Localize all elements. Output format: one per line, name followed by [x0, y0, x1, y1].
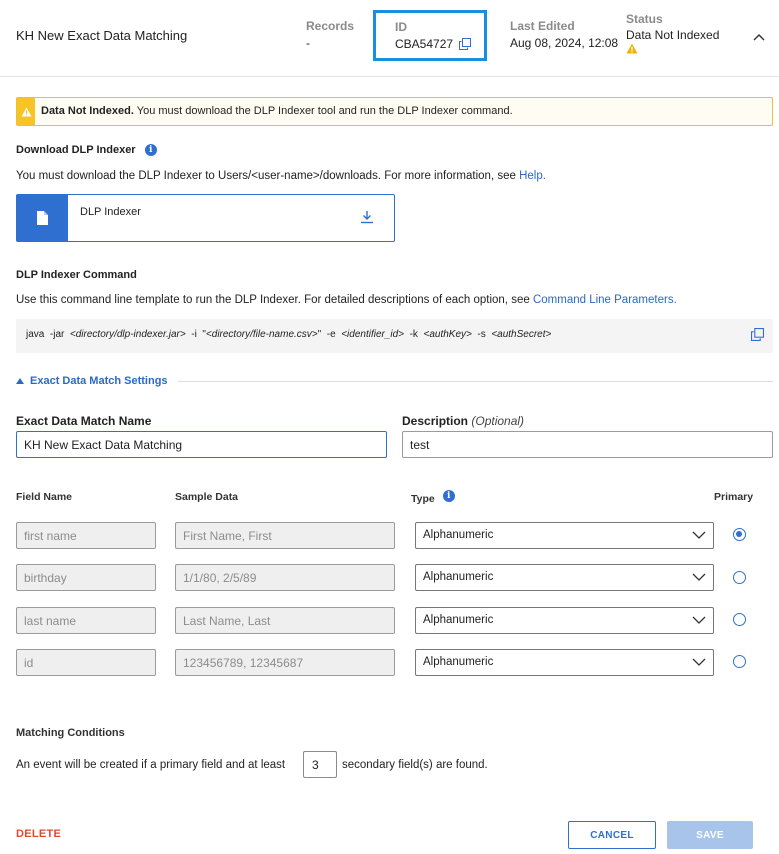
id-label: ID [395, 20, 407, 34]
command-text: Use this command line template to run the DLP Indexer. For detailed descriptions of each option, see [16, 294, 533, 306]
save-button[interactable]: SAVE [667, 821, 753, 849]
help-link[interactable]: Help. [519, 170, 546, 182]
download-description [16, 170, 546, 182]
cmd-part-jar: <directory/dlp-indexer.jar> [69, 329, 186, 340]
cmd-part: -k [404, 329, 424, 340]
type-select-value: Alphanumeric [423, 614, 494, 626]
delete-button[interactable]: DELETE [16, 828, 62, 840]
warning-icon [626, 43, 719, 57]
command-line-parameters-link[interactable]: Command Line Parameters. [532, 294, 677, 306]
settings-toggle-label: Exact Data Match Settings [30, 375, 168, 387]
cmd-part-authkey: <authKey> [423, 329, 472, 340]
settings-toggle[interactable] [16, 375, 168, 387]
type-select-value: Alphanumeric [423, 656, 494, 668]
download-file-name: DLP Indexer [80, 206, 141, 218]
cmd-part: java -jar [26, 329, 70, 340]
sample-data-input [175, 522, 395, 549]
field-name-input [16, 649, 156, 676]
page-title: KH New Exact Data Matching [16, 28, 188, 43]
primary-radio[interactable] [733, 613, 746, 626]
chevron-down-icon [692, 531, 706, 540]
file-icon [37, 211, 48, 225]
type-select[interactable] [415, 607, 714, 634]
cmd-part-identifier: <identifier_id> [341, 329, 405, 340]
warning-icon [21, 107, 32, 117]
records-column [306, 19, 354, 50]
status-value: Data Not Indexed [626, 28, 720, 42]
command-description [16, 294, 677, 306]
info-icon[interactable]: i [145, 144, 157, 156]
banner-bold-text: Data Not Indexed. [41, 105, 134, 117]
info-icon[interactable]: i [443, 490, 455, 502]
id-column [373, 10, 487, 61]
download-card[interactable] [16, 194, 395, 242]
chevron-down-icon [692, 658, 706, 667]
sample-data-input [175, 564, 395, 591]
matching-text-before: An event will be created if a primary field and at least [16, 759, 286, 771]
page-header [0, 0, 779, 77]
copy-icon[interactable] [751, 328, 764, 344]
download-section-title [16, 144, 157, 156]
status-label: Status [626, 12, 663, 26]
cmd-part-file: <directory/file-name.csv> [205, 329, 318, 340]
field-name-input [16, 522, 156, 549]
secondary-count-input[interactable] [303, 751, 337, 778]
type-select[interactable] [415, 564, 714, 591]
type-select-value: Alphanumeric [423, 529, 494, 541]
field-name-input [16, 564, 156, 591]
banner-text: You must download the DLP Indexer tool and run the DLP Indexer command. [133, 105, 513, 117]
records-label: Records [306, 19, 355, 33]
type-header-text: Type [411, 493, 435, 505]
cmd-part: -s [471, 329, 492, 340]
id-value: CBA54727 [395, 37, 454, 51]
chevron-up-icon[interactable] [753, 30, 765, 44]
divider [178, 381, 773, 382]
last-edited-label: Last Edited [510, 19, 575, 33]
download-title-text: Download DLP Indexer [16, 144, 136, 156]
type-select[interactable] [415, 649, 714, 676]
command-section-title: DLP Indexer Command [16, 269, 137, 281]
download-text: You must download the DLP Indexer to Users/<user-name>/downloads. For more information, see [16, 170, 520, 182]
optional-label: (Optional) [471, 414, 525, 428]
last-edited-value: Aug 08, 2024, 12:08 [510, 36, 619, 50]
matching-text-after: secondary field(s) are found. [342, 759, 488, 771]
sample-data-input [175, 649, 395, 676]
sample-data-input [175, 607, 395, 634]
copy-icon[interactable] [459, 38, 471, 50]
command-box [16, 319, 773, 353]
cmd-part: -i " [185, 329, 206, 340]
last-edited-column [510, 19, 618, 50]
name-input[interactable] [16, 431, 387, 458]
cancel-button[interactable]: CANCEL [568, 821, 656, 849]
command-template[interactable] [26, 329, 551, 340]
type-select-value: Alphanumeric [423, 571, 494, 583]
chevron-down-icon [692, 573, 706, 582]
field-name-input [16, 607, 156, 634]
primary-radio[interactable] [733, 571, 746, 584]
primary-radio[interactable] [733, 655, 746, 668]
banner-warning-strip [17, 98, 35, 125]
cmd-part-authsecret: <authSecret> [491, 329, 552, 340]
sample-data-header: Sample Data [175, 491, 239, 503]
download-icon[interactable] [360, 210, 374, 227]
records-value: - [306, 36, 310, 50]
primary-radio[interactable] [733, 528, 746, 541]
caret-up-icon [16, 378, 24, 384]
description-input[interactable] [402, 431, 773, 458]
file-strip [17, 195, 68, 241]
description-label [402, 414, 524, 428]
status-column [626, 12, 719, 57]
description-label-text: Description [402, 414, 469, 428]
type-select[interactable] [415, 522, 714, 549]
cmd-part: " -e [317, 329, 342, 340]
primary-header: Primary [714, 491, 754, 503]
type-header [411, 493, 455, 505]
chevron-down-icon [692, 616, 706, 625]
matching-conditions-title: Matching Conditions [16, 727, 125, 739]
field-name-header: Field Name [16, 491, 73, 503]
warning-banner [16, 97, 773, 126]
name-label: Exact Data Match Name [16, 414, 152, 428]
